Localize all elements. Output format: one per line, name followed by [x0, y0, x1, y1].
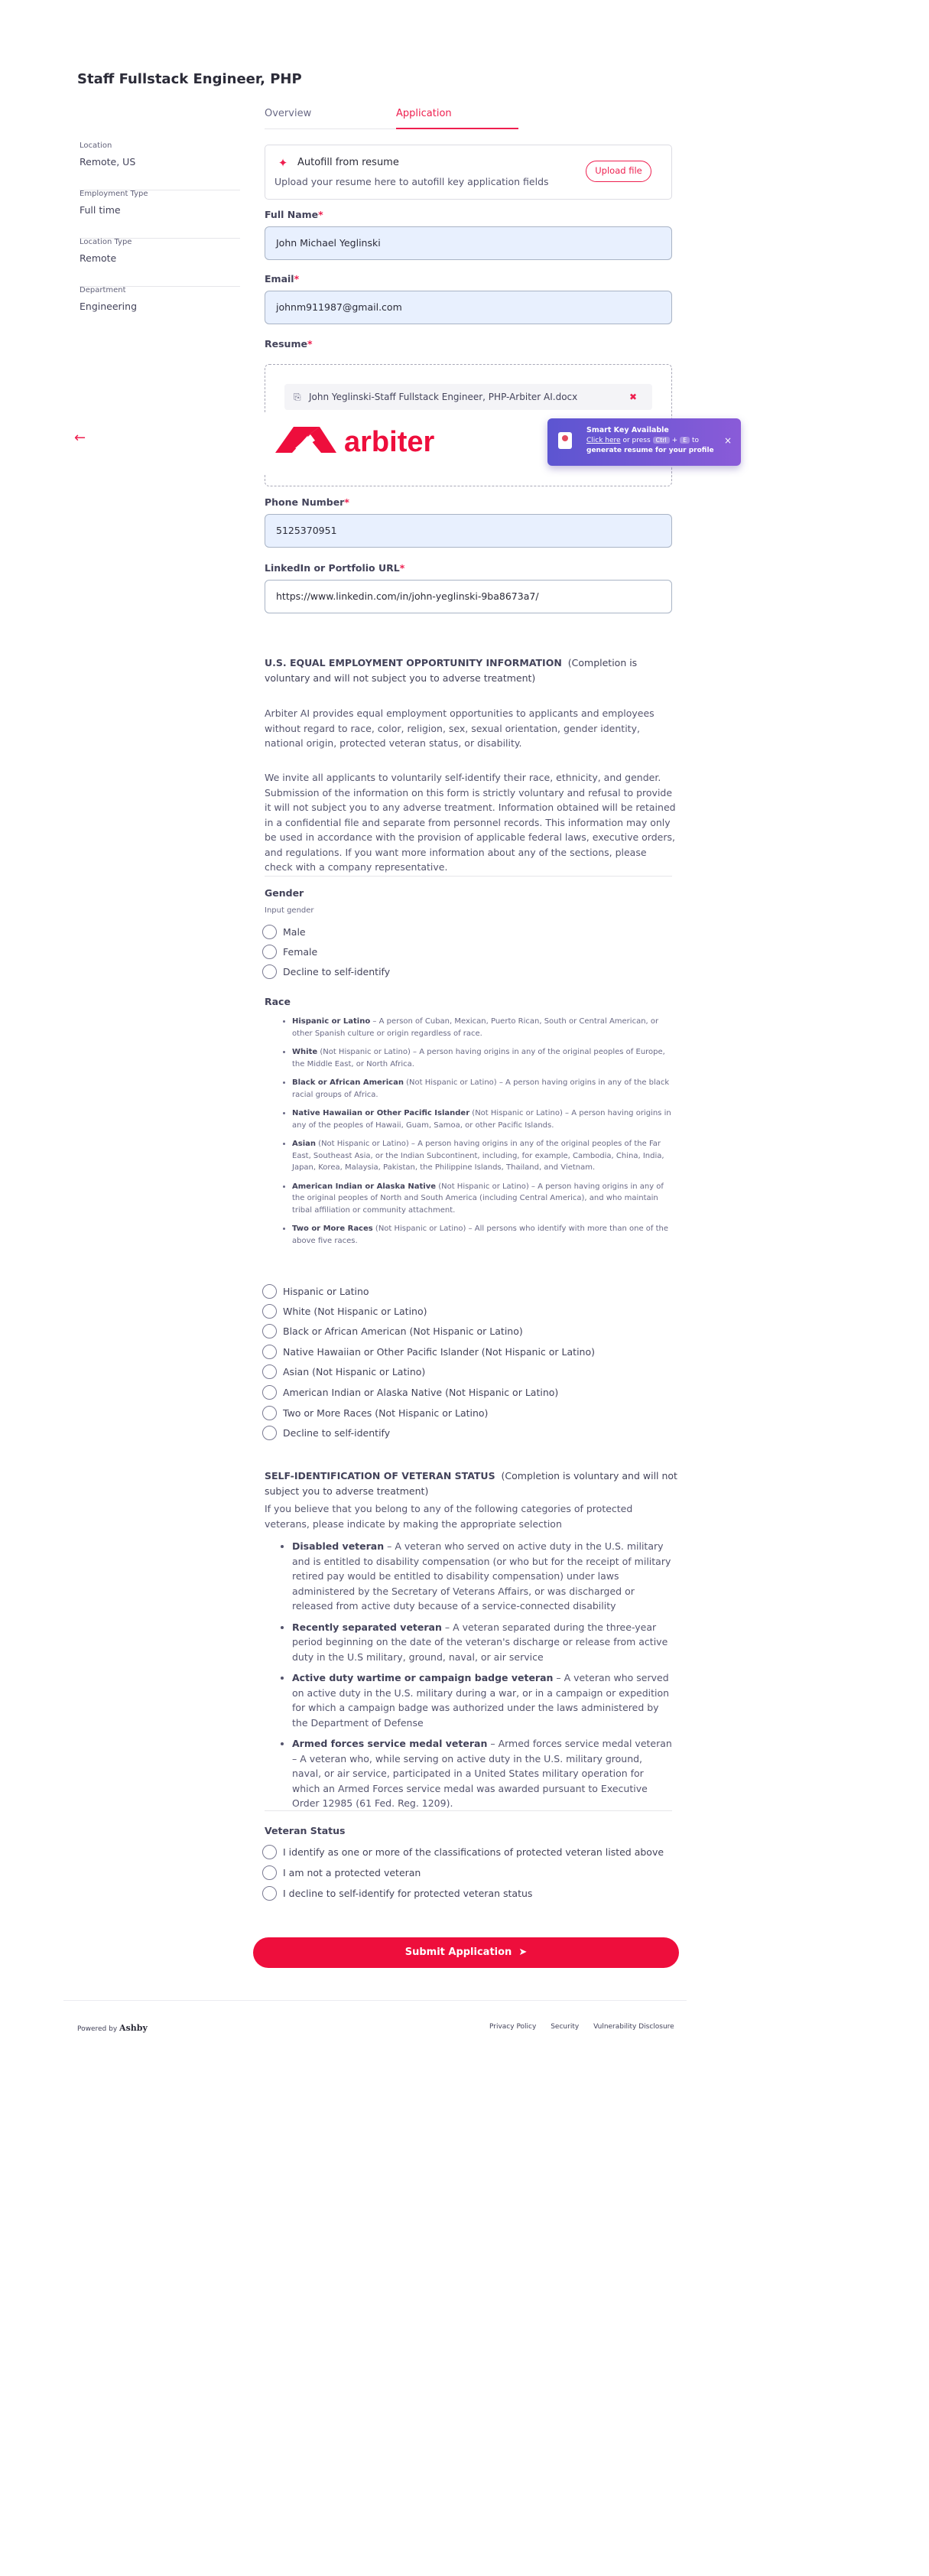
- veteran-term: Armed forces service medal veteran: [292, 1738, 488, 1749]
- smart-key-text: or press: [622, 437, 651, 444]
- radio-button[interactable]: [262, 1406, 277, 1420]
- sparkle-icon: ✦: [278, 156, 288, 170]
- sidebar-location-type: [80, 238, 240, 287]
- race-qualifier: (Not Hispanic or Latino): [436, 1182, 529, 1191]
- option-label: Decline to self-identify: [283, 1426, 391, 1439]
- security-link[interactable]: Security: [551, 2023, 580, 2031]
- race-description: – All persons who identify with more than one of the above five races.: [292, 1225, 669, 1245]
- radio-button[interactable]: [262, 964, 277, 979]
- race-qualifier: (Not Hispanic or Latino): [316, 1140, 409, 1148]
- option-label: I decline to self-identify for protected veteran status: [283, 1887, 533, 1899]
- sidebar-value: Remote, US: [80, 156, 136, 168]
- sidebar-department: [80, 286, 240, 335]
- smart-key-popup[interactable]: [547, 418, 741, 466]
- race-option[interactable]: [262, 1363, 425, 1380]
- linkedin-input[interactable]: https://www.linkedin.com/in/john-yeglinski-9ba8673a7/: [265, 580, 672, 613]
- full-name-label: [265, 209, 323, 220]
- sidebar-value: Remote: [80, 252, 117, 264]
- radio-button[interactable]: [262, 1324, 277, 1338]
- race-description: – A person of Cuban, Mexican, Puerto Rican, South or Central American, or other Spanish culture or origin regardless of race.: [292, 1017, 659, 1038]
- gender-option[interactable]: [262, 923, 306, 940]
- smart-key-instruction: [586, 437, 699, 444]
- veteran-option[interactable]: [262, 1864, 421, 1881]
- sidebar-location: [80, 141, 240, 190]
- required-mark: *: [307, 338, 313, 350]
- active-tab-indicator: [396, 128, 518, 129]
- veteran-definition: [292, 1670, 672, 1730]
- phone-label-text: Phone Number: [265, 496, 345, 508]
- phone-input[interactable]: 5125370951: [265, 514, 672, 548]
- option-label: Black or African American (Not Hispanic or Latino): [283, 1325, 523, 1337]
- race-term: White: [292, 1048, 318, 1056]
- divider: [265, 876, 672, 877]
- autofill-panel: [265, 145, 672, 200]
- race-definition: [292, 1077, 671, 1101]
- race-qualifier: (Not Hispanic or Latino): [403, 1078, 497, 1087]
- race-qualifier: (Not Hispanic or Latino): [317, 1048, 411, 1056]
- veteran-term: Recently separated veteran: [292, 1621, 442, 1633]
- race-definition: [292, 1223, 671, 1247]
- race-description: – A person having origins in any of the original peoples of the Far East, Southeast Asia, or the Indian Subcontinent, including, for example, Cambodia, China, India, Japan, Korea, Malaysia, Pakistan, the Philippine Islands, Thailand, and Vietnam.: [292, 1140, 664, 1172]
- kbd-plus: +: [671, 437, 678, 444]
- veteran-option[interactable]: [262, 1843, 664, 1860]
- radio-button[interactable]: [262, 1385, 277, 1400]
- race-option[interactable]: [262, 1283, 369, 1299]
- gender-option[interactable]: [262, 963, 390, 980]
- close-icon[interactable]: ×: [723, 435, 732, 446]
- required-mark: *: [294, 273, 300, 285]
- email-label-text: Email: [265, 273, 294, 285]
- race-option[interactable]: [262, 1384, 558, 1400]
- veteran-description: – A veteran who served on active duty in the U.S. military and is entitled to disability compensation (or who but for the receipt of military retired pay would be entitled to disability compensation) under laws administered by the Secretary of Veterans Affairs, or was discharged or released from active duty because of a service-connected disability: [292, 1540, 671, 1612]
- race-description: – A person having origins in any of the black racial groups of Africa.: [292, 1078, 670, 1099]
- required-mark: *: [399, 562, 405, 574]
- sidebar-label: Location: [80, 141, 112, 150]
- full-name-input[interactable]: John Michael Yeglinski: [265, 226, 672, 260]
- tab-overview[interactable]: Overview: [265, 108, 312, 119]
- autofill-title: Autofill from resume: [297, 157, 399, 168]
- veteran-definition: [292, 1736, 672, 1811]
- divider: [265, 1810, 672, 1811]
- radio-button[interactable]: [262, 1364, 277, 1379]
- smart-key-line2: generate resume for your profile: [586, 447, 714, 454]
- vulnerability-disclosure-link[interactable]: Vulnerability Disclosure: [593, 2023, 674, 2031]
- race-definition: [292, 1138, 671, 1174]
- kbd-e: E: [680, 437, 690, 444]
- veteran-definitions: [292, 1539, 672, 1817]
- smart-key-title: Smart Key Available: [586, 426, 669, 434]
- resume-file-chip: [284, 384, 652, 410]
- required-mark: *: [344, 496, 349, 508]
- footer-divider: [63, 2000, 687, 2001]
- send-icon: ➤: [518, 1947, 528, 1958]
- resume-label: [265, 338, 313, 350]
- ashby-logo[interactable]: Ashby: [119, 2023, 148, 2033]
- radio-button[interactable]: [262, 1865, 277, 1880]
- race-definition: [292, 1016, 671, 1039]
- option-label: Native Hawaiian or Other Pacific Islander (Not Hispanic or Latino): [283, 1345, 595, 1358]
- race-definition: [292, 1107, 671, 1131]
- radio-button[interactable]: [262, 1304, 277, 1319]
- option-label: I am not a protected veteran: [283, 1866, 421, 1878]
- race-label: Race: [265, 996, 291, 1007]
- resume-file-name: John Yeglinski-Staff Fullstack Engineer, PHP-Arbiter AI.docx: [309, 392, 578, 402]
- option-label: American Indian or Alaska Native (Not Hispanic or Latino): [283, 1386, 559, 1398]
- autofill-subtitle: Upload your resume here to autofill key application fields: [274, 176, 549, 187]
- race-option[interactable]: [262, 1424, 390, 1441]
- option-label: I identify as one or more of the classifications of protected veteran listed above: [283, 1846, 664, 1858]
- race-definition: [292, 1181, 671, 1217]
- race-description: – A person having origins in any of the peoples of Hawaii, Guam, Samoa, or other Pacific Islands.: [292, 1109, 671, 1130]
- veteran-term: Active duty wartime or campaign badge veteran: [292, 1672, 554, 1683]
- gender-label: Gender: [265, 887, 304, 899]
- race-term: Black or African American: [292, 1078, 404, 1087]
- powered-by: [77, 2023, 148, 2033]
- veteran-description: – A veteran who served on active duty in the U.S. military during a war, or in a campaign or expedition for which a campaign badge was authorized under the laws administered by the Department of Defense: [292, 1672, 670, 1729]
- option-label: Hispanic or Latino: [283, 1285, 369, 1297]
- sidebar-label: Department: [80, 286, 126, 294]
- footer-links: [489, 2023, 687, 2031]
- full-name-label-text: Full Name: [265, 209, 319, 220]
- race-description: – A person having origins in any of the original peoples of North and South America (including Central America), and who maintain tribal affiliation or community attachment.: [292, 1182, 664, 1215]
- veteran-heading-note: (Completion is voluntary and will not subject you to adverse treatment): [265, 1470, 677, 1497]
- phone-label: [265, 496, 349, 508]
- veteran-intro: If you believe that you belong to any of the following categories of protected veterans, please indicate by making the appropriate selection: [265, 1503, 633, 1530]
- race-term: Two or More Races: [292, 1225, 373, 1233]
- option-label: Male: [283, 925, 306, 938]
- submit-label: Submit Application: [404, 1947, 512, 1958]
- eeo-paragraph-1: Arbiter AI provides equal employment opportunities to applicants and employees without regard to race, color, religion, sex, sexual orientation, gender identity, national origin, protected veteran status, or disability.: [265, 707, 655, 749]
- race-term: Hispanic or Latino: [292, 1017, 371, 1026]
- sidebar-value: Full time: [80, 204, 121, 216]
- radio-button[interactable]: [262, 1845, 277, 1859]
- trash-icon[interactable]: ✖: [629, 392, 637, 402]
- veteran-term: Disabled veteran: [292, 1540, 385, 1552]
- veteran-description: – Armed forces service medal veteran – A veteran who, while serving on active duty in the U.S. military ground, naval, or air service, participated in a United States military operation for which an Armed Forces service medal was awarded pursuant to Executive Order 12985 (61 Fed. Reg. 1209).: [292, 1738, 672, 1809]
- radio-button[interactable]: [262, 1284, 277, 1299]
- race-description: – A person having origins in any of the original peoples of Europe, the Middle East, or North Africa.: [292, 1048, 665, 1068]
- required-mark: *: [318, 209, 323, 220]
- gender-option[interactable]: [262, 943, 317, 960]
- key-card-icon: [558, 432, 572, 449]
- option-label: Two or More Races (Not Hispanic or Latino): [283, 1407, 489, 1419]
- back-arrow-icon[interactable]: ←: [74, 430, 86, 446]
- radio-button[interactable]: [262, 1886, 277, 1901]
- radio-button[interactable]: [262, 1345, 277, 1359]
- paperclip-icon: ⎘: [294, 392, 301, 402]
- veteran-definition: [292, 1539, 672, 1614]
- veteran-option[interactable]: [262, 1885, 532, 1901]
- upload-file-button[interactable]: Upload file: [586, 161, 651, 182]
- eeo-heading-note: (Completion is voluntary and will not subject you to adverse treatment): [265, 657, 638, 684]
- click-here-link[interactable]: Click here: [586, 437, 621, 444]
- arbiter-logo: [265, 413, 494, 474]
- radio-button[interactable]: [262, 1426, 277, 1440]
- race-term: Asian: [292, 1140, 316, 1148]
- race-qualifier: (Not Hispanic or Latino): [372, 1225, 466, 1233]
- email-label: [265, 273, 299, 285]
- race-option[interactable]: [262, 1343, 595, 1360]
- radio-button[interactable]: [262, 945, 277, 959]
- veteran-status-label: Veteran Status: [265, 1825, 346, 1836]
- resume-label-text: Resume: [265, 338, 307, 350]
- radio-button[interactable]: [262, 925, 277, 939]
- linkedin-label: [265, 562, 404, 574]
- option-label: Decline to self-identify: [283, 965, 391, 977]
- tab-application[interactable]: Application: [396, 108, 452, 119]
- race-option[interactable]: [262, 1322, 523, 1339]
- option-label: Asian (Not Hispanic or Latino): [283, 1365, 426, 1377]
- kbd-ctrl: Ctrl: [653, 437, 670, 444]
- race-term: Native Hawaiian or Other Pacific Islander: [292, 1109, 470, 1117]
- race-term: American Indian or Alaska Native: [292, 1182, 437, 1191]
- veteran-definition: [292, 1620, 672, 1665]
- sidebar-employment-type: [80, 190, 240, 239]
- race-option[interactable]: [262, 1404, 488, 1421]
- race-qualifier: (Not Hispanic or Latino): [469, 1109, 563, 1117]
- job-title: Staff Fullstack Engineer, PHP: [77, 71, 302, 87]
- eeo-paragraph-2: We invite all applicants to voluntarily self-identify their race, ethnicity, and gender. Submission of the information on this form is strictly voluntary and refusal to provide it will not subject you to any adverse treatment. Information obtained will be retained in a confidential file and separate from personnel records. This information may only be used in accordance with the provision of applicable federal laws, executive orders, and regulations. If you want more information about any of the sections, please check with a company representative.: [265, 772, 676, 873]
- race-definitions: [292, 1016, 671, 1254]
- veteran-heading-title: SELF-IDENTIFICATION OF VETERAN STATUS: [265, 1470, 495, 1482]
- race-option[interactable]: [262, 1303, 427, 1319]
- linkedin-label-text: LinkedIn or Portfolio URL: [265, 562, 400, 574]
- veteran-description: – A veteran separated during the three-year period beginning on the date of the veteran's discharge or release from active duty in the U.S military, ground, naval, or air service: [292, 1621, 668, 1663]
- submit-application-button[interactable]: [253, 1937, 679, 1968]
- race-definition: [292, 1046, 671, 1070]
- sidebar-value: Engineering: [80, 301, 137, 312]
- powered-by-text: Powered by: [77, 2025, 118, 2033]
- veteran-heading: [265, 1469, 677, 1499]
- sidebar-label: Location Type: [80, 238, 132, 246]
- logo-wordmark: arbiter: [344, 426, 435, 458]
- eeo-heading: [265, 655, 677, 686]
- email-input[interactable]: johnm911987@gmail.com: [265, 291, 672, 324]
- privacy-policy-link[interactable]: Privacy Policy: [489, 2023, 537, 2031]
- gender-sublabel: Input gender: [265, 906, 314, 915]
- sidebar-label: Employment Type: [80, 190, 148, 198]
- option-label: White (Not Hispanic or Latino): [283, 1305, 427, 1317]
- smart-key-text: to: [692, 437, 700, 444]
- eeo-heading-title: U.S. EQUAL EMPLOYMENT OPPORTUNITY INFORMATION: [265, 657, 562, 668]
- option-label: Female: [283, 945, 318, 958]
